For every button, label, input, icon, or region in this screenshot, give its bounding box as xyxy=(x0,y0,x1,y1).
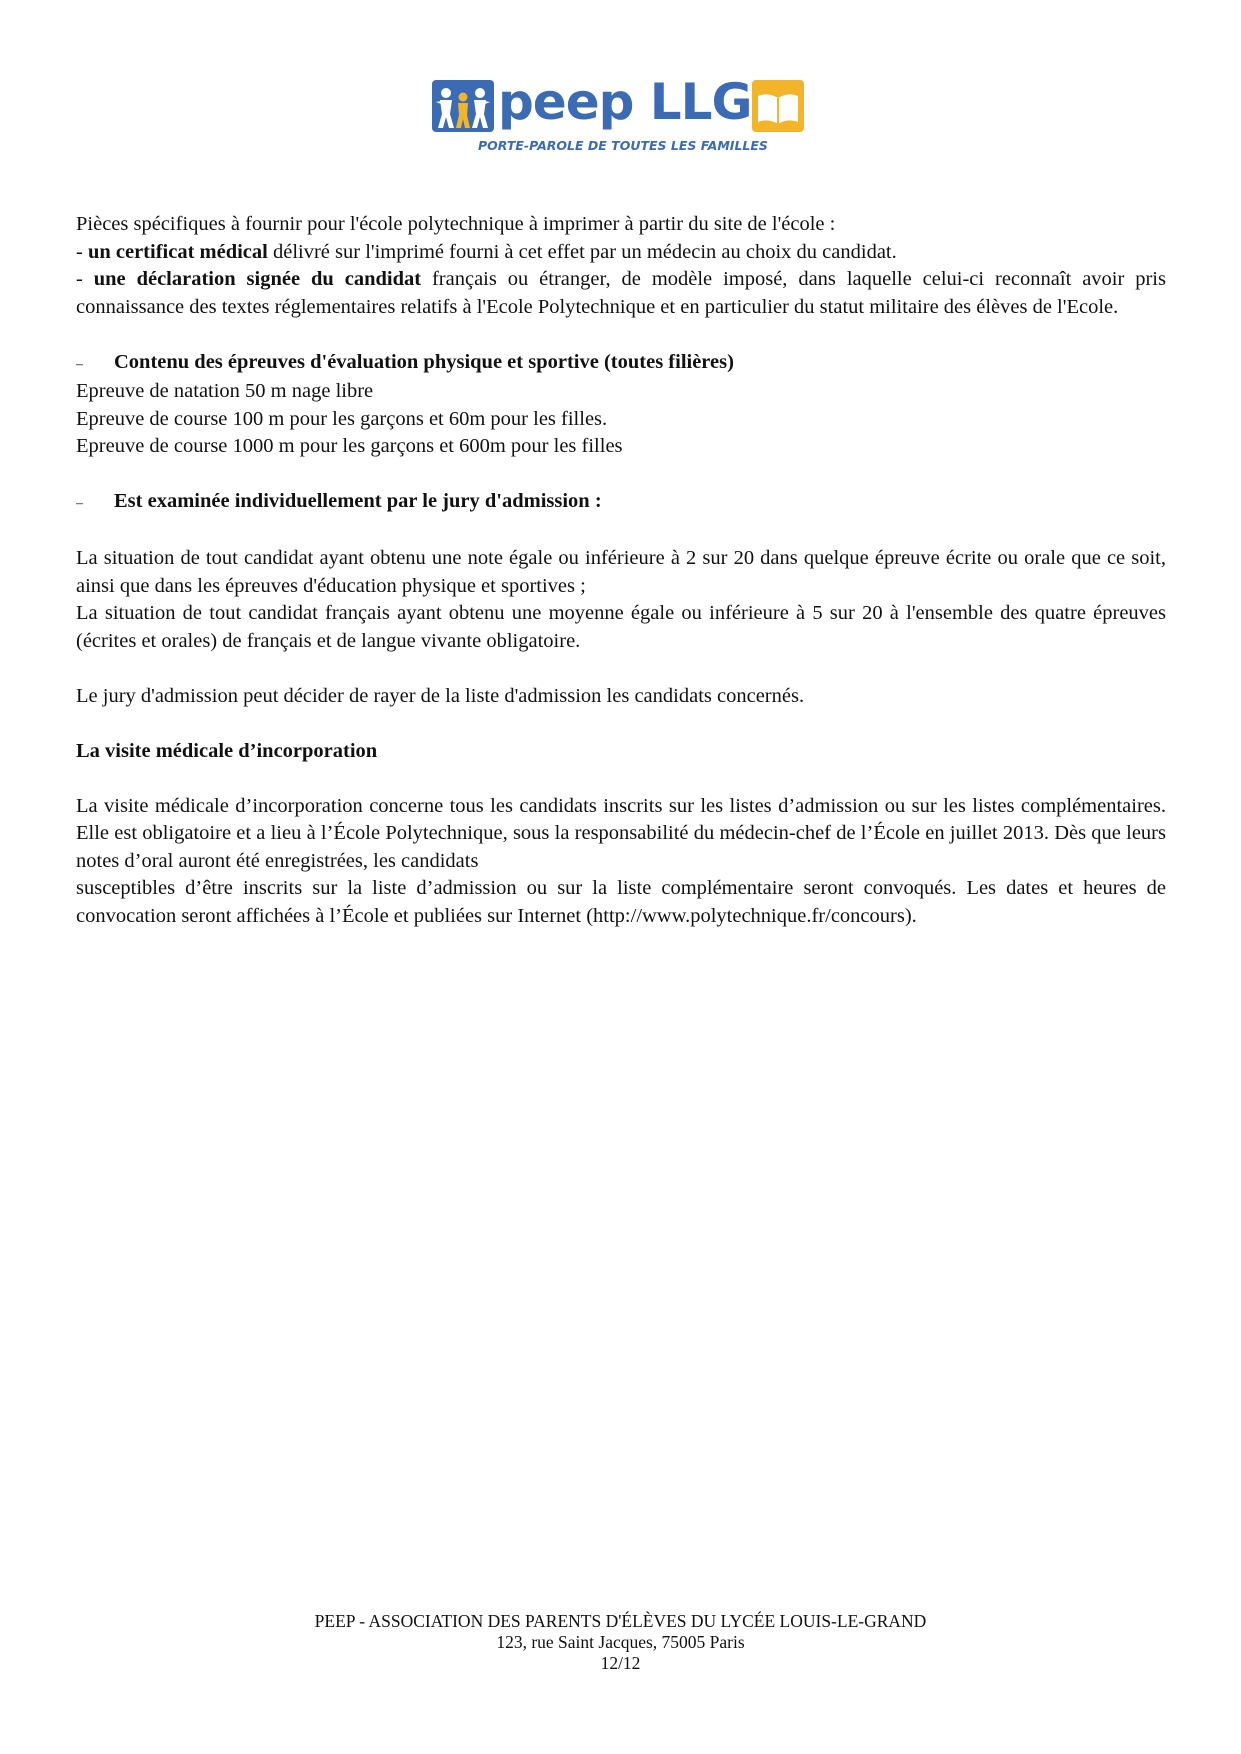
medical-paragraph-part2: susceptibles d’être inscrits sur la liste d’admission ou sur la liste complémentaire seront convoqués. Les dates et heures de convocation seront affichées à l’École et publiées sur Internet (http://www.polytechnique.fr/concours). xyxy=(76,877,1166,927)
intro-line: Pièces spécifiques à fournir pour l'école polytechnique à imprimer à partir du site de l'école : xyxy=(76,213,836,235)
heading-text: La visite médicale d’incorporation xyxy=(76,739,378,762)
intro-item-declaration xyxy=(76,266,1166,321)
footer-address: 123, rue Saint Jacques, 75005 Paris xyxy=(496,1632,745,1652)
item-text: français ou étranger, de modèle imposé, dans laquelle celui-ci reconnaît avoir pris connaissance des textes réglementaires relatifs à l'Ecole Polytechnique et en particulier du statut militaire des élèves de l'Ecole. xyxy=(76,268,1166,318)
logo-tagline: PORTE-PAROLE DE TOUTES LES FAMILLES xyxy=(478,138,768,153)
sport-line: Epreuve de natation 50 m nage libre xyxy=(76,380,374,402)
open-book-icon xyxy=(752,80,804,132)
document-body xyxy=(76,211,1166,930)
medical-paragraph-part1: La visite médicale d’incorporation concerne tous les candidats inscrits sur les listes d’admission ou sur les listes complémentaires. Elle est obligatoire et a lieu à l’École Polytechnique, sous la responsabilité du médecin-chef de l’École en juillet 2013. Dès que leurs notes d’oral auront été enregistrées, les candidats xyxy=(76,794,1166,872)
list-dash: - xyxy=(76,268,94,290)
logo-wordmark: peep LLG xyxy=(498,73,752,131)
peep-llg-logo xyxy=(432,73,804,158)
family-people-icon xyxy=(432,80,494,132)
list-dash: - xyxy=(76,240,88,263)
page-number: 12/12 xyxy=(600,1653,641,1673)
heading-text: Est examinée individuellement par le jury d'admission : xyxy=(114,490,602,512)
sport-line: Epreuve de course 1000 m pour les garçons et 600m pour les filles xyxy=(76,435,623,457)
intro-item-certificat xyxy=(76,239,1166,267)
section-heading-medical xyxy=(76,738,1166,766)
bold-term: une déclaration signée du candidat xyxy=(93,268,422,290)
footer-association: PEEP - ASSOCIATION DES PARENTS D'ÉLÈVES DU LYCÉE LOUIS-LE-GRAND xyxy=(314,1611,927,1631)
bold-term: un certificat médical xyxy=(87,240,268,263)
logo-bar xyxy=(432,73,804,134)
jury-paragraph: La situation de tout candidat français ayant obtenu une moyenne égale ou inférieure à 5 sur 20 à l'ensemble des quatre épreuves (écrites et orales) de français et de langue vivante obligatoire. xyxy=(76,602,1166,652)
section-heading-sport xyxy=(76,349,1166,379)
jury-paragraph: La situation de tout candidat ayant obtenu une note égale ou inférieure à 2 sur 20 dans quelque épreuve écrite ou orale que ce soit, ainsi que dans les épreuves d'éducation physique et sportives ; xyxy=(76,547,1166,597)
heading-text: Contenu des épreuves d'évaluation physique et sportive (toutes filières) xyxy=(114,350,734,373)
heading-dash: – xyxy=(76,496,83,511)
page-footer xyxy=(0,1611,1241,1674)
heading-dash: – xyxy=(76,356,83,372)
section-heading-jury xyxy=(76,488,1166,518)
item-text: délivré sur l'imprimé fourni à cet effet par un médecin au choix du candidat. xyxy=(267,240,897,263)
jury-paragraph: Le jury d'admission peut décider de rayer de la liste d'admission les candidats concernés. xyxy=(76,684,805,707)
sport-line: Epreuve de course 100 m pour les garçons et 60m pour les filles. xyxy=(76,407,608,430)
